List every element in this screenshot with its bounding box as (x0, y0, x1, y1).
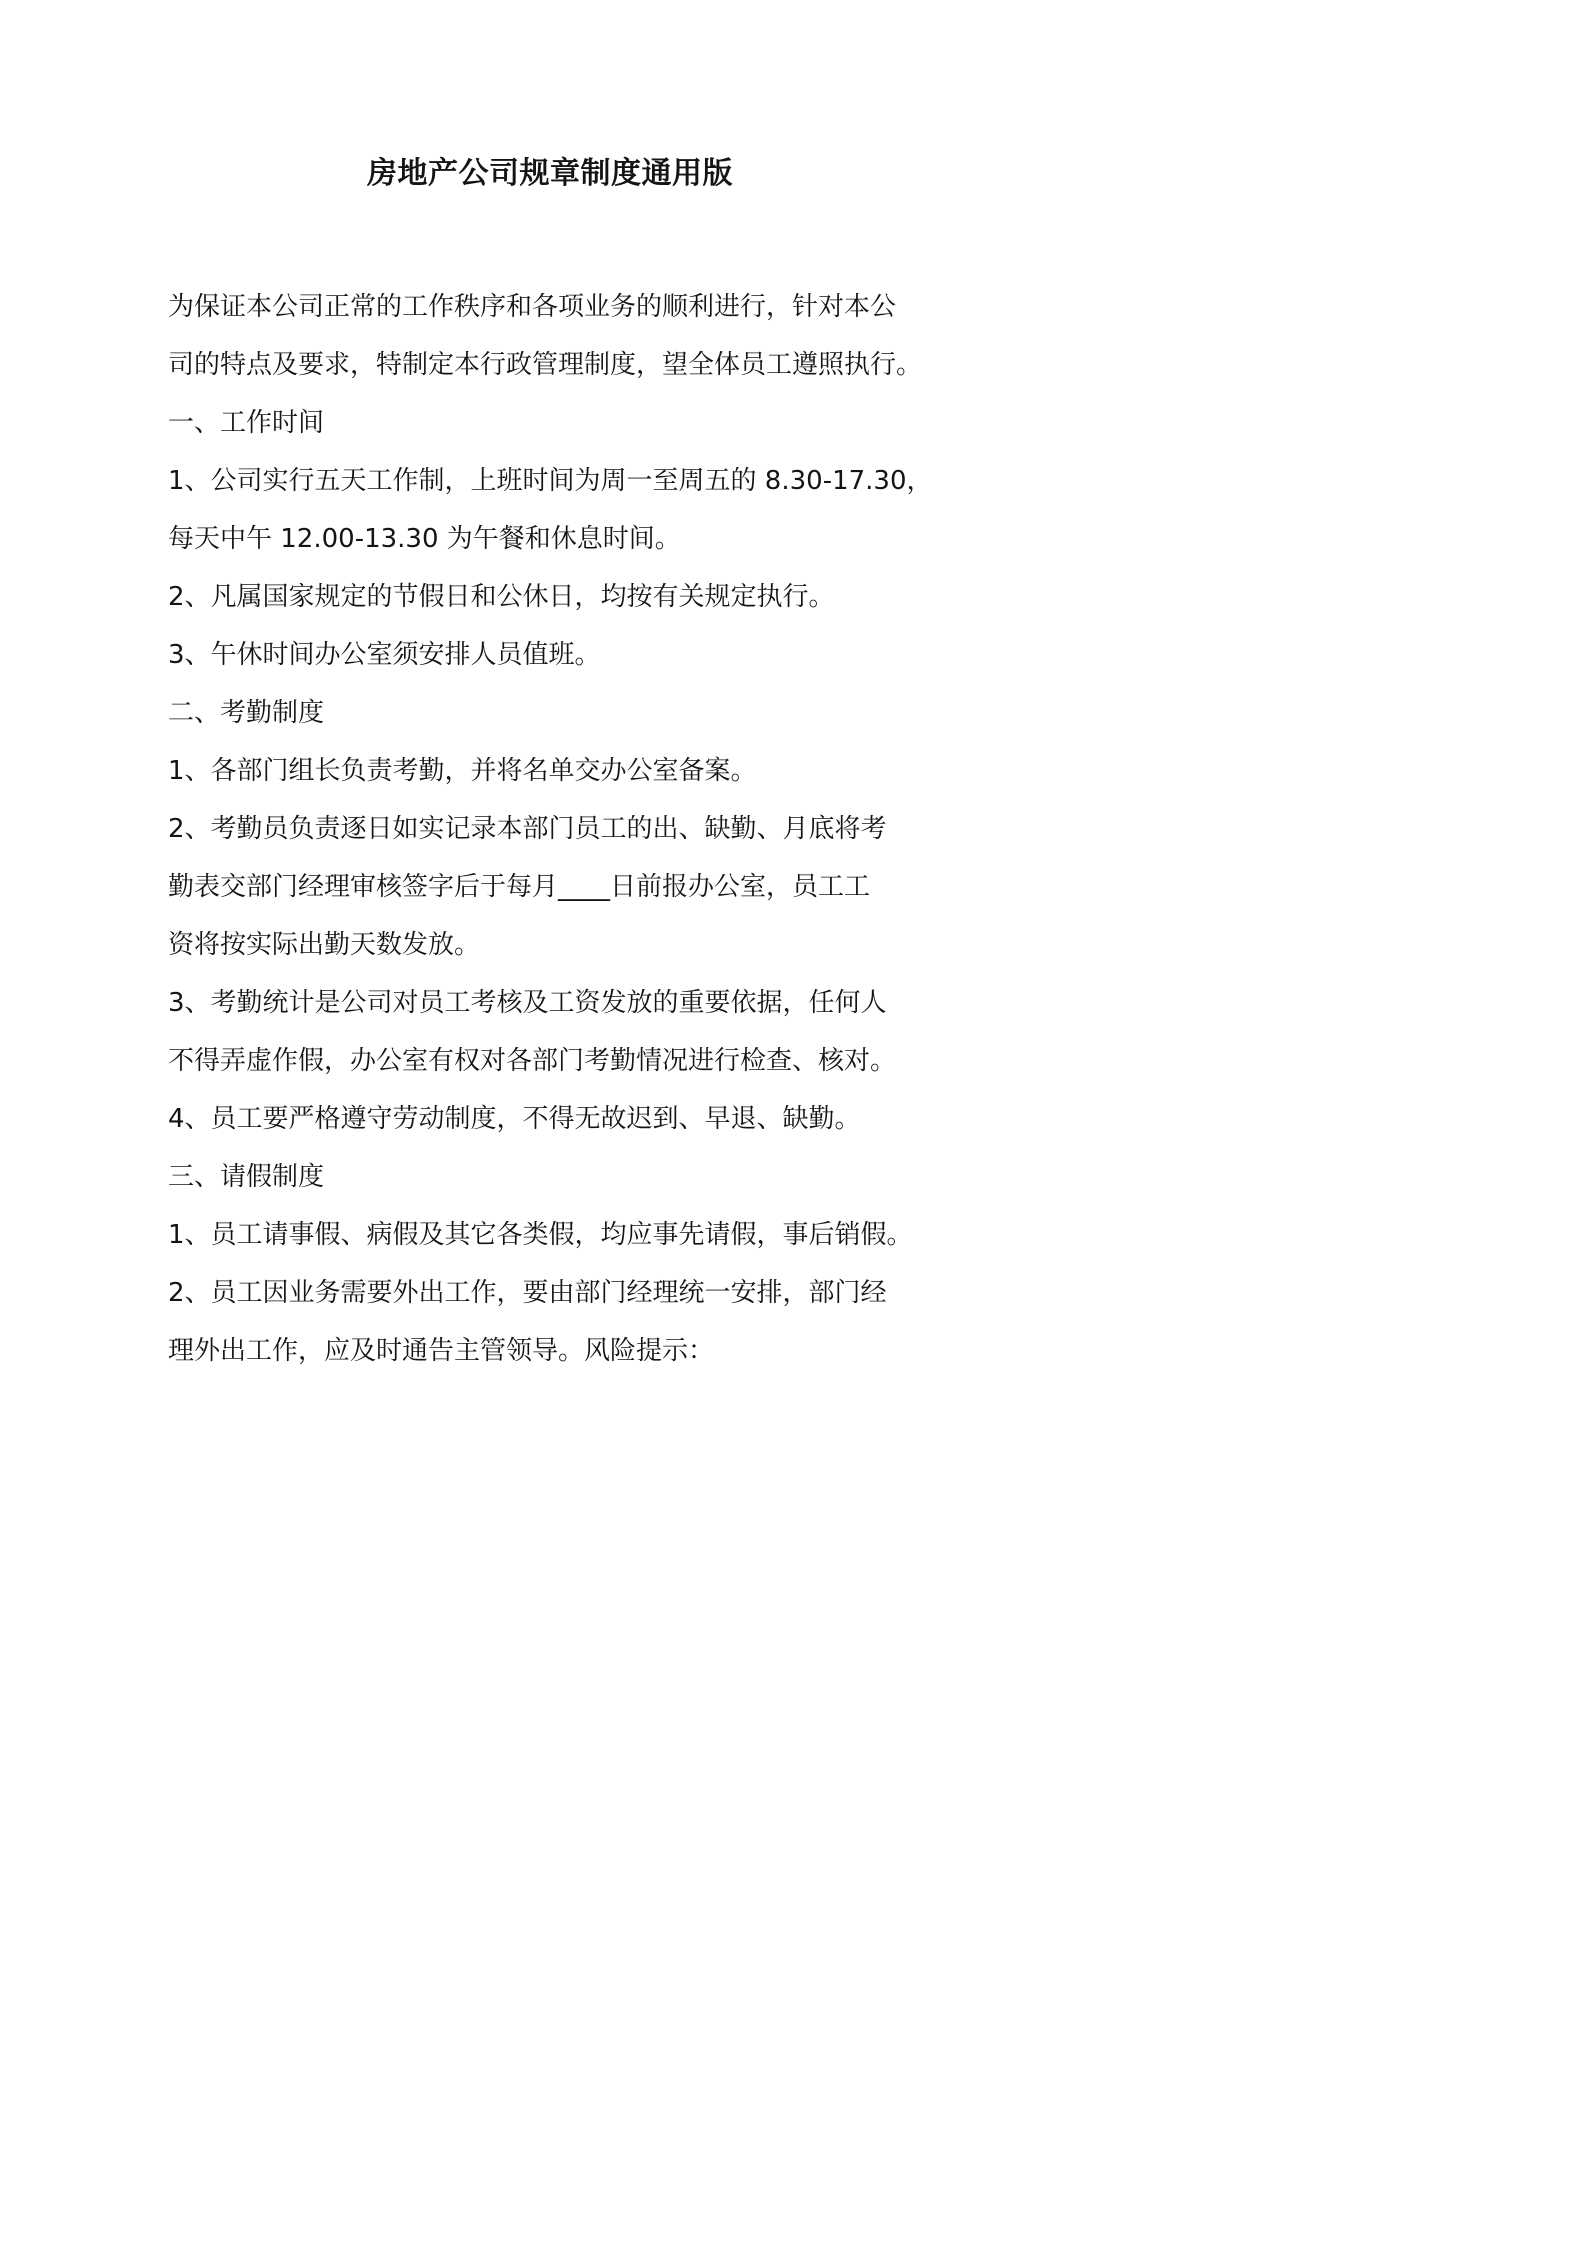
text-line: 每天中午 12.00-13.30 为午餐和休息时间。 (168, 524, 681, 554)
text-line: 4、员工要严格遵守劳动制度，不得无故迟到、早退、缺勤。 (168, 1104, 861, 1134)
text-line: 不得弄虚作假，办公室有权对各部门考勤情况进行检查、核对。 (168, 1046, 897, 1076)
paragraph (168, 626, 958, 684)
text-line: 为保证本公司正常的工作秩序和各项业务的顺利进行，针对本公 (168, 292, 897, 322)
text-line: 一、工作时间 (168, 408, 325, 438)
text-line: 2、凡属国家规定的节假日和公休日，均按有关规定执行。 (168, 582, 835, 612)
paragraph (168, 1148, 958, 1206)
text-line: 司的特点及要求，特制定本行政管理制度，望全体员工遵照执行。 (168, 350, 923, 380)
text-line: 勤表交部门经理审核签字后于每月____日前报办公室，员工工 (168, 872, 871, 902)
text-line: 二、考勤制度 (168, 698, 325, 728)
document-page (0, 0, 1100, 1556)
text-line: 2、考勤员负责逐日如实记录本部门员工的出、缺勤、月底将考 (168, 814, 887, 844)
paragraph (168, 800, 958, 974)
text-line: 3、午休时间办公室须安排人员值班。 (168, 640, 601, 670)
paragraph (168, 742, 958, 800)
paragraph (168, 684, 958, 742)
paragraph (168, 278, 958, 394)
text-line: 1、各部门组长负责考勤，并将名单交办公室备案。 (168, 756, 757, 786)
text-line: 三、请假制度 (168, 1162, 325, 1192)
text-line: 资将按实际出勤天数发放。 (168, 930, 481, 960)
text-line: 理外出工作，应及时通告主管领导。风险提示： (168, 1336, 715, 1366)
page-title: 房地产公司规章制度通用版 (367, 156, 733, 191)
text-line: 1、公司实行五天工作制，上班时间为周一至周五的 8.30-17.30， (168, 466, 933, 496)
text-line: 3、考勤统计是公司对员工考核及工资发放的重要依据，任何人 (168, 988, 887, 1018)
text-line: 2、员工因业务需要外出工作，要由部门经理统一安排，部门经 (168, 1278, 887, 1308)
paragraph (168, 1264, 958, 1380)
paragraph (168, 568, 958, 626)
paragraph (168, 452, 958, 568)
document-body (168, 278, 958, 1380)
text-line: 1、员工请事假、病假及其它各类假，均应事先请假，事后销假。 (168, 1220, 913, 1250)
paragraph (168, 974, 958, 1090)
paragraph (168, 1206, 958, 1264)
paragraph (168, 394, 958, 452)
paragraph (168, 1090, 958, 1148)
